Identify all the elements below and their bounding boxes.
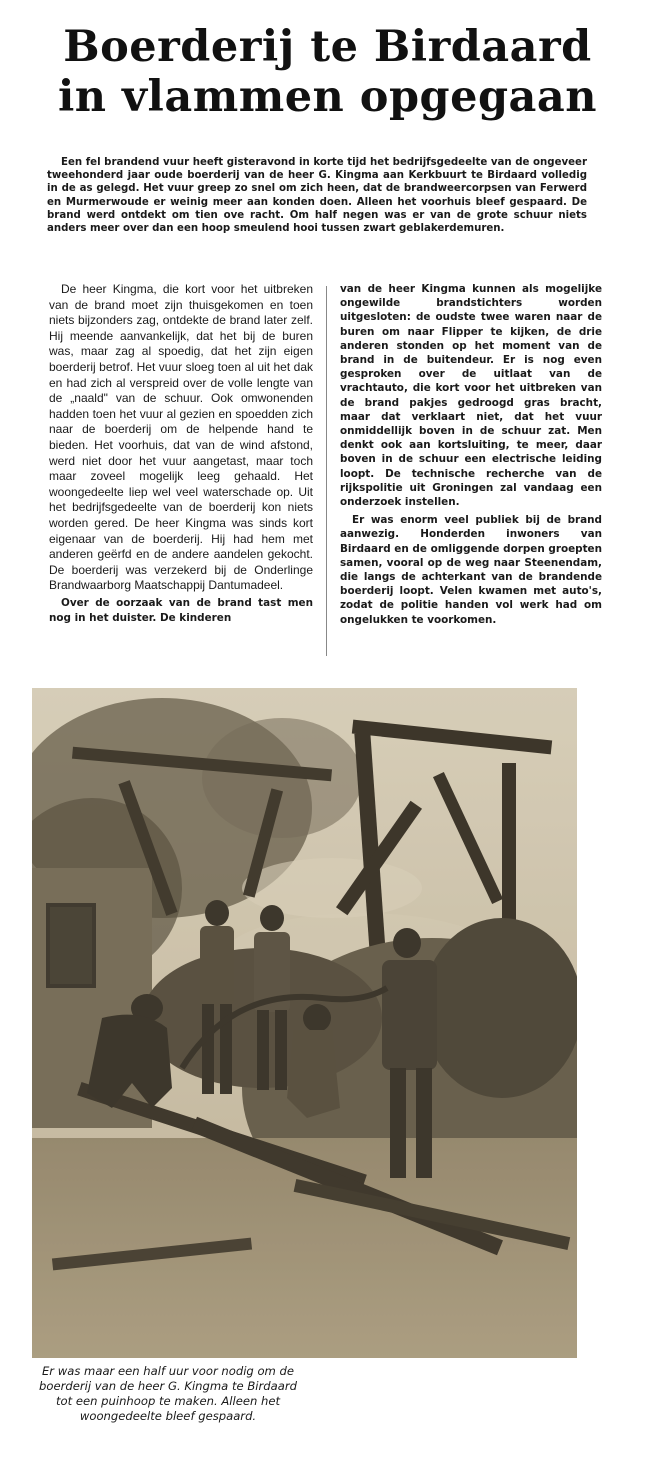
column-right-paragraph-1: van de heer Kingma kunnen als mogelijke ongewilde brandstichters worden uitgesloten: de oudste twee waren naar de buren om naar Flipper te kijken, de drie anderen stonden op het moment van de brand in de buitendeur. Er is nog even gesproken over de uitlaat van de vrachtauto, die kort voor het uitbreken van de brand pakjes gedroogd gras bracht, maar dat verklaart niet, dat het vuur onmiddellijk boven in de schuur zat. Men denkt ook aan kortsluiting, te meer, daar boven in de schuur een electrische leiding loopt. De technische recherche van de rijkspolitie uit Groningen zal vandaag een onderzoek instellen.: [340, 283, 602, 509]
column-left: [49, 282, 313, 627]
photo-caption: Er was maar een half uur voor nodig om de boerderij van de heer G. Kingma te Birdaard tot een puinhoop te maken. Alleen het woongedeelte bleef gespaard.: [39, 1364, 297, 1423]
lead-paragraph: Een fel brandend vuur heeft gisteravond in korte tijd het bedrijfsgedeelte van de ongeveer tweehonderd jaar oude boerderij van de heer G. Kingma aan Kerkbuurt te Birdaard volledig in de as gelegd. Het vuur greep zo snel om zich heen, dat de brandweercorpsen van Ferwerd en Murmerwoude er weinig meer aan konden doen. Alleen het voorhuis bleef gespaard. De brand werd ontdekt om tien ove racht. Om half negen was er van de grote schuur niets anders meer over dan een hoop smeulend hooi tussen zwart geblakerdemuren.: [47, 157, 587, 235]
column-left-paragraph-2: Over de oorzaak van de brand tast men nog in het duister. De kinderen: [49, 596, 313, 625]
headline: [0, 22, 655, 122]
column-right-paragraph-2: Er was enorm veel publiek bij de brand aanwezig. Honderden inwoners van Birdaard en de omliggende dorpen groepten samen, vooral op de weg naar Steenendam, die langs de achterkant van de brandende boerderij loopt. Velen kwamen met auto's, zodat de politie handen vol werk had om ongelukken te voorkomen.: [340, 514, 602, 626]
headline-line-2: in vlammen opgegaan: [57, 72, 598, 122]
news-photo: [32, 688, 577, 1358]
headline-line-1: Boerderij te Birdaard: [63, 22, 592, 72]
column-right: [340, 282, 602, 627]
column-divider: [326, 286, 327, 656]
burned-farmhouse-photo: [32, 688, 577, 1358]
column-left-paragraph-1: De heer Kingma, die kort voor het uitbreken van de brand moet zijn thuisgekomen en toen niets bijzonders zag, ontdekte de brand later zelf. Hij meende aanvankelijk, dat het bij de buren was, maar zag al spoedig, dat het zijn eigen boerderij betrof. Het vuur sloeg toen al uit het dak en had zich al verspreid over de volle lengte van de „naald" van de schuur. Ook omwonenden hadden toen het vuur al gezien en spoedden zich naar de boerderij om de helpende hand te bieden. Het voorhuis, dat van de wind afstond, werd niet door het vuur aangetast, maar toch maar zoveel mogelijk leeg gehaald. Het woongedeelte liep wel veel waterschade op. Uit het bedrijfsgedeelte van de boerderij kon niets worden gered. De heer Kingma was sinds kort eigenaar van de boerderij. Hij had hem met anderen geërfd en de andere aandelen gekocht. De boerderij was verzekerd bij de Onderlinge Brandwaarborg Maatschappij Dantumadeel.: [49, 282, 313, 593]
